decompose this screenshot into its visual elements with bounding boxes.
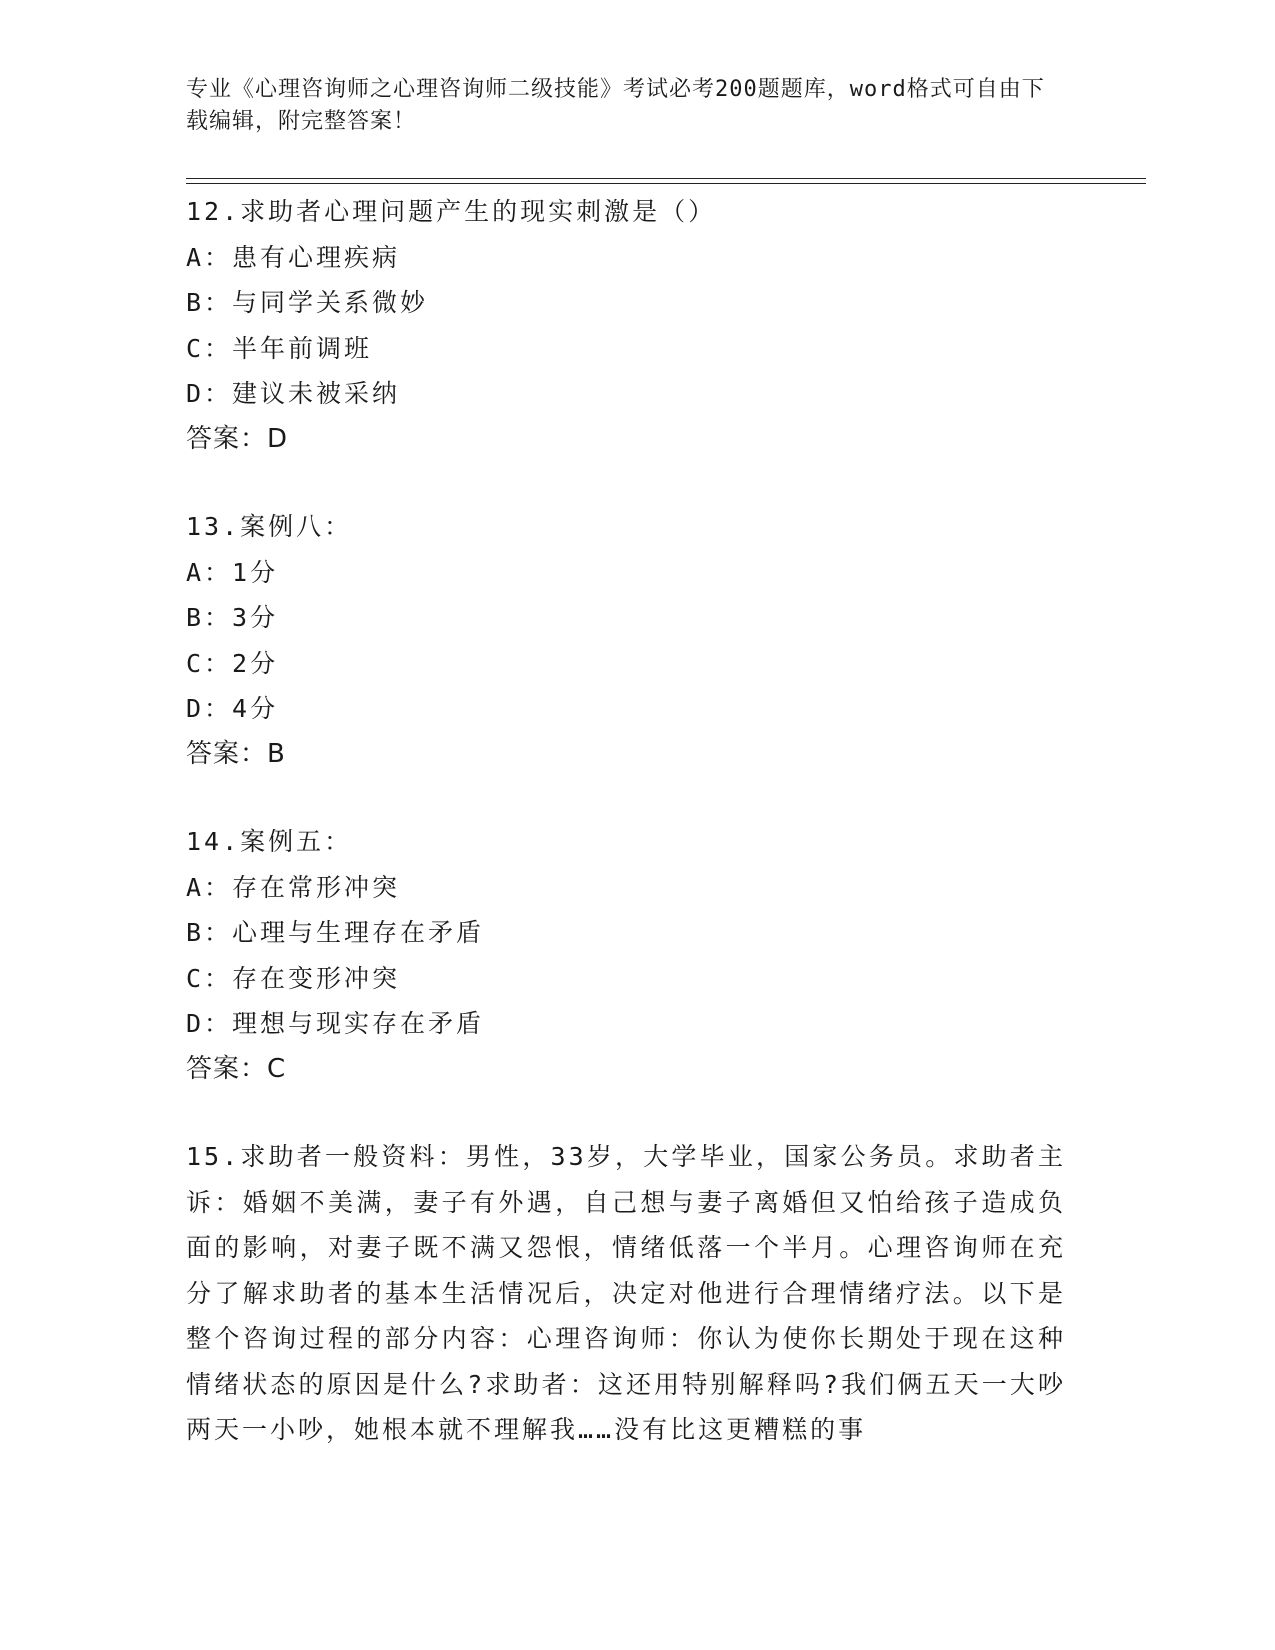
document-header: 专业《心理咨询师之心理咨询师二级技能》考试必考200题题库，word格式可自由下载编辑，附完整答案！ [186, 77, 1045, 134]
option-c: C：存在变形冲突 [186, 963, 401, 993]
option-d: D：理想与现实存在矛盾 [186, 1009, 485, 1038]
question-12 [186, 189, 1086, 462]
question-stem: 12.求助者心理问题产生的现实刺激是（） [186, 197, 717, 226]
question-stem: 14.案例五： [186, 827, 353, 856]
option-c: C：半年前调班 [186, 333, 373, 363]
header-divider-top [186, 178, 1146, 179]
question-15 [186, 1134, 1086, 1453]
case-paragraph: 15.求助者一般资料：男性，33岁，大学毕业，国家公务员。求助者主诉：婚姻不美满，妻子有外遇，自己想与妻子离婚但又怕给孩子造成负面的影响，对妻子既不满又怨恨，情绪低落一个半月。心理咨询师在充分了解求助者的基本生活情况后，决定对他进行合理情绪疗法。以下是整个咨询过程的部分内容：心理咨询师：你认为使你长期处于现在这种情绪状态的原因是什么?求助者：这还用特别解释吗?我们俩五天一大吵两天一小吵，她根本就不理解我……没有比这更糟糕的事 [186, 1142, 1066, 1444]
option-a: A：存在常形冲突 [186, 872, 401, 902]
option-a: A：1分 [186, 557, 279, 587]
option-c: C：2分 [186, 648, 279, 678]
answer-line: 答案：B [186, 738, 286, 769]
question-13 [186, 504, 1086, 777]
option-a: A：患有心理疾病 [186, 242, 401, 272]
answer-line: 答案：D [186, 423, 289, 454]
option-b: B：与同学关系微妙 [186, 288, 429, 317]
answer-line: 答案：C [186, 1053, 287, 1084]
option-d: D：4分 [186, 694, 279, 723]
question-list [186, 189, 1086, 1495]
header-divider-bottom [186, 183, 1146, 184]
option-b: B：心理与生理存在矛盾 [186, 918, 485, 947]
question-14 [186, 819, 1086, 1092]
question-stem: 13.案例八： [186, 512, 353, 541]
option-b: B：3分 [186, 603, 279, 632]
option-d: D：建议未被采纳 [186, 379, 401, 408]
